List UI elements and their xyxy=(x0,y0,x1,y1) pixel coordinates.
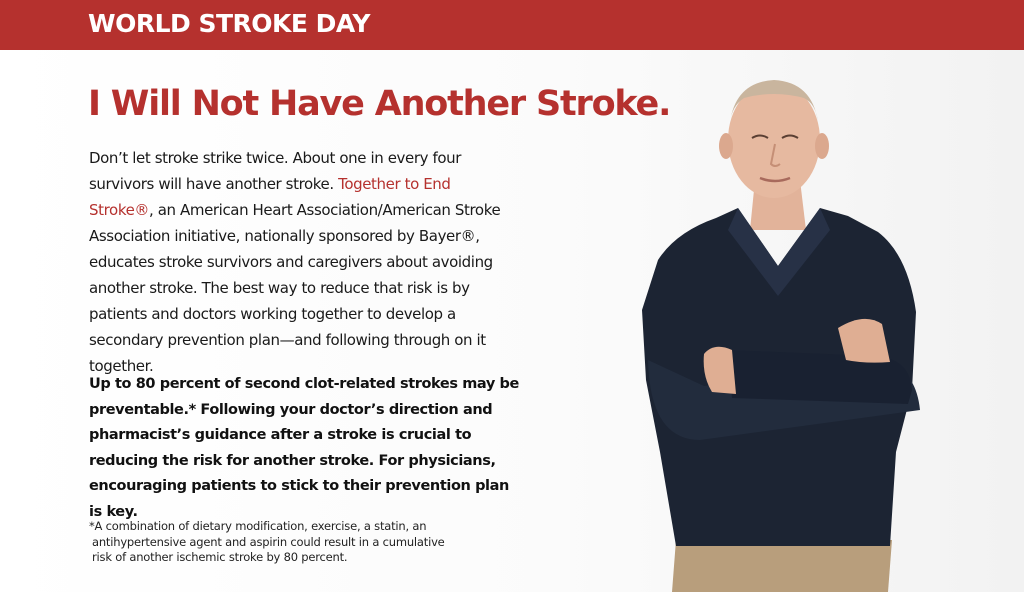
ear-right xyxy=(815,133,829,159)
top-banner xyxy=(0,0,1024,50)
together-to-end-stroke-link[interactable]: Together to End Stroke® xyxy=(89,175,451,219)
footnote xyxy=(89,519,469,566)
hand-left xyxy=(838,319,890,363)
intro-text-1: Don’t let stroke strike twice. About one in every four survivors will have another stroke. xyxy=(89,149,461,193)
intro-paragraph xyxy=(89,145,519,379)
headline: I Will Not Have Another Stroke. xyxy=(88,84,671,124)
footnote-line-2: antihypertensive agent and aspirin could result in a cumulative xyxy=(92,534,445,549)
pants xyxy=(672,540,892,592)
ear-left xyxy=(719,133,733,159)
banner-title: WORLD STROKE DAY xyxy=(88,9,370,38)
man-photo xyxy=(620,60,1024,592)
intro-text-2: , an American Heart Association/American Stroke Association initiative, nationally sponsored by Bayer®, educates stroke survivors and caregivers about avoiding another stroke. The best way to reduce that risk is by patients and doctors working together to develop a secondary prevention plan—and following through on it together. xyxy=(89,201,501,375)
prevention-paragraph: Up to 80 percent of second clot-related strokes may be preventable.* Following your doctor’s direction and pharmacist’s guidance after a stroke is crucial to reducing the risk for another stroke. For physicians, encouraging patients to stick to their prevention plan is key. xyxy=(89,376,519,520)
footnote-line-1: *A combination of dietary modification, exercise, a statin, an xyxy=(89,519,427,533)
footnote-line-3: risk of another ischemic stroke by 80 percent. xyxy=(92,550,348,564)
